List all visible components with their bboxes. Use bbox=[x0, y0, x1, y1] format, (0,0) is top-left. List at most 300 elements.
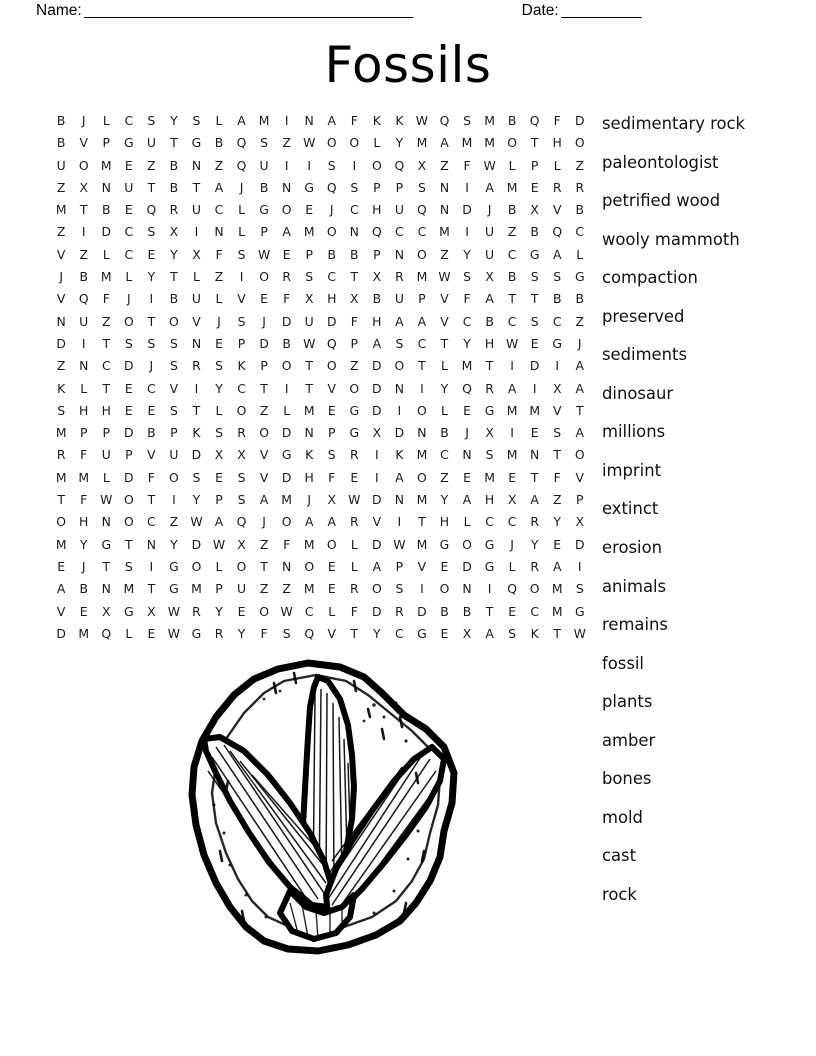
grid-letter-r12-c15: D bbox=[372, 358, 382, 374]
grid-letter-r15-c17: N bbox=[417, 425, 427, 441]
grid-letter-r2-c23: H bbox=[552, 135, 563, 151]
grid-letter-r20-c5: N bbox=[146, 536, 157, 552]
grid-letter-r11-c19: Y bbox=[463, 335, 471, 351]
grid-letter-r11-c1: D bbox=[56, 335, 67, 351]
grid-letter-r19-c7: W bbox=[190, 514, 203, 530]
grid-letter-r15-c14: G bbox=[349, 425, 360, 441]
grid-letter-r22-c2: B bbox=[79, 581, 89, 597]
grid-letter-r3-c24: Z bbox=[575, 157, 585, 173]
grid-letter-r24-c16: C bbox=[395, 625, 404, 641]
grid-letter-r15-c8: S bbox=[215, 425, 224, 441]
grid-letter-r15-c7: K bbox=[192, 425, 201, 441]
grid-letter-r16-c11: G bbox=[281, 447, 292, 463]
grid-letter-r20-c13: O bbox=[326, 536, 337, 552]
grid-letter-r9-c15: B bbox=[372, 291, 382, 307]
grid-letter-r14-c5: E bbox=[147, 402, 156, 418]
grid-letter-r4-c14: S bbox=[350, 179, 359, 195]
grid-letter-r24-c21: S bbox=[508, 625, 517, 641]
grid-letter-r13-c14: O bbox=[349, 380, 360, 396]
grid-letter-r15-c23: S bbox=[553, 425, 562, 441]
grid-letter-r13-c3: T bbox=[102, 380, 111, 396]
grid-letter-r21-c1: E bbox=[57, 558, 66, 574]
grid-letter-r14-c22: M bbox=[529, 402, 541, 418]
grid-letter-r5-c6: R bbox=[169, 202, 179, 218]
word-list-item: remains bbox=[602, 615, 668, 635]
grid-letter-r20-c1: M bbox=[55, 536, 67, 552]
grid-letter-r11-c8: E bbox=[215, 335, 224, 351]
word-search-grid bbox=[50, 110, 591, 645]
grid-letter-r19-c19: L bbox=[463, 514, 471, 530]
grid-letter-r4-c19: I bbox=[465, 179, 470, 195]
grid-letter-r20-c21: J bbox=[510, 536, 515, 552]
grid-letter-r19-c23: Y bbox=[553, 514, 562, 530]
grid-letter-r19-c14: R bbox=[349, 514, 359, 530]
grid-letter-r13-c24: A bbox=[575, 380, 585, 396]
grid-letter-r22-c11: Z bbox=[282, 581, 292, 597]
grid-letter-r11-c16: S bbox=[395, 335, 404, 351]
grid-letter-r9-c5: I bbox=[149, 291, 154, 307]
grid-letter-r17-c17: O bbox=[417, 469, 427, 485]
grid-letter-r4-c1: Z bbox=[56, 179, 66, 195]
grid-letter-r15-c15: X bbox=[372, 425, 382, 441]
grid-letter-r14-c12: M bbox=[303, 402, 315, 418]
grid-letter-r2-c20: M bbox=[484, 135, 496, 151]
grid-letter-r13-c16: N bbox=[394, 380, 405, 396]
grid-letter-r1-c6: Y bbox=[170, 113, 178, 128]
grid-letter-r8-c10: O bbox=[259, 269, 270, 285]
grid-letter-r17-c13: F bbox=[328, 469, 336, 485]
grid-letter-r19-c5: C bbox=[147, 514, 156, 530]
grid-letter-r6-c22: B bbox=[530, 224, 540, 240]
grid-letter-r17-c21: E bbox=[508, 469, 517, 485]
grid-letter-r12-c14: Z bbox=[350, 358, 359, 374]
grid-letter-r21-c14: L bbox=[350, 558, 358, 574]
word-list-item: preserved bbox=[602, 306, 685, 326]
grid-letter-r21-c2: J bbox=[81, 558, 86, 574]
grid-letter-r4-c16: P bbox=[395, 179, 404, 195]
grid-letter-r4-c18: N bbox=[439, 179, 450, 195]
grid-letter-r16-c21: M bbox=[506, 447, 518, 463]
grid-letter-r9-c11: F bbox=[283, 291, 291, 307]
grid-letter-r20-c12: M bbox=[303, 536, 315, 552]
grid-letter-r13-c1: K bbox=[57, 380, 66, 396]
grid-letter-r20-c10: Z bbox=[259, 536, 269, 552]
grid-letter-r23-c20: T bbox=[485, 603, 494, 619]
word-list-item: imprint bbox=[602, 460, 662, 480]
grid-letter-r3-c17: X bbox=[417, 157, 427, 173]
grid-letter-r12-c2: N bbox=[79, 358, 89, 374]
grid-letter-r5-c2: T bbox=[79, 202, 88, 218]
grid-letter-r21-c20: G bbox=[484, 558, 495, 574]
grid-letter-r17-c1: M bbox=[55, 469, 67, 485]
grid-letter-r15-c6: P bbox=[170, 425, 178, 441]
grid-letter-r14-c6: S bbox=[169, 402, 179, 418]
grid-letter-r6-c10: P bbox=[260, 224, 269, 240]
grid-letter-r19-c16: I bbox=[397, 514, 402, 530]
word-list-item: dinosaur bbox=[602, 383, 674, 403]
grid-letter-r23-c10: O bbox=[259, 603, 270, 619]
grid-letter-r21-c12: O bbox=[304, 558, 315, 574]
grid-letter-r2-c19: M bbox=[461, 135, 473, 151]
grid-letter-r5-c22: X bbox=[530, 202, 540, 218]
grid-letter-r13-c6: V bbox=[169, 380, 179, 396]
grid-letter-r8-c6: T bbox=[170, 269, 178, 285]
grid-letter-r6-c14: N bbox=[349, 224, 360, 240]
grid-letter-r18-c17: M bbox=[416, 492, 428, 508]
grid-letter-r18-c18: Y bbox=[440, 492, 449, 508]
grid-letter-r18-c8: P bbox=[215, 492, 223, 508]
grid-letter-r9-c10: E bbox=[260, 291, 269, 307]
grid-letter-r21-c3: T bbox=[102, 558, 111, 574]
grid-letter-r2-c16: Y bbox=[395, 135, 404, 151]
grid-letter-r16-c24: O bbox=[574, 447, 585, 463]
grid-letter-r13-c8: Y bbox=[215, 380, 223, 396]
grid-letter-r16-c3: U bbox=[101, 447, 111, 463]
grid-letter-r9-c2: Q bbox=[78, 291, 89, 307]
grid-letter-r18-c1: T bbox=[57, 492, 66, 508]
grid-letter-r7-c19: Y bbox=[463, 246, 471, 262]
word-list-item: plants bbox=[602, 692, 653, 712]
grid-letter-r21-c6: G bbox=[169, 558, 179, 574]
grid-letter-r17-c4: D bbox=[124, 469, 134, 485]
grid-letter-r1-c9: A bbox=[237, 113, 246, 128]
grid-letter-r1-c21: B bbox=[507, 113, 517, 128]
grid-letter-r16-c23: T bbox=[553, 447, 562, 463]
grid-letter-r16-c13: S bbox=[327, 447, 336, 463]
grid-letter-r1-c5: S bbox=[147, 113, 156, 128]
grid-letter-r3-c10: U bbox=[259, 157, 269, 173]
grid-letter-r20-c16: W bbox=[393, 536, 406, 552]
grid-letter-r8-c19: S bbox=[463, 269, 472, 285]
name-label: Name: bbox=[36, 2, 82, 19]
grid-letter-r1-c23: F bbox=[553, 113, 561, 128]
grid-letter-r23-c19: B bbox=[462, 603, 472, 619]
grid-letter-r3-c11: I bbox=[284, 157, 289, 173]
grid-letter-r10-c20: B bbox=[485, 313, 495, 329]
word-list-item: bones bbox=[602, 769, 652, 789]
grid-letter-r18-c10: A bbox=[259, 492, 269, 508]
grid-letter-r18-c15: D bbox=[372, 492, 382, 508]
grid-letter-r14-c14: G bbox=[349, 402, 360, 418]
grid-letter-r21-c18: E bbox=[440, 558, 449, 574]
grid-letter-r1-c11: I bbox=[284, 113, 289, 128]
grid-letter-r20-c11: F bbox=[283, 536, 291, 552]
grid-letter-r24-c19: X bbox=[462, 625, 472, 641]
grid-letter-r22-c12: M bbox=[303, 581, 315, 597]
grid-letter-r18-c4: O bbox=[123, 492, 134, 508]
grid-letter-r19-c10: J bbox=[262, 514, 267, 530]
grid-letter-r14-c24: T bbox=[575, 402, 584, 418]
grid-letter-r4-c17: S bbox=[417, 179, 427, 195]
grid-letter-r22-c5: T bbox=[147, 581, 156, 597]
grid-letter-r10-c4: O bbox=[123, 313, 134, 329]
grid-letter-r1-c22: Q bbox=[529, 113, 540, 128]
grid-letter-r16-c17: M bbox=[416, 447, 428, 463]
grid-letter-r18-c7: Y bbox=[192, 492, 201, 508]
grid-letter-r2-c1: B bbox=[56, 135, 66, 151]
grid-letter-r7-c3: L bbox=[102, 246, 110, 262]
grid-letter-r18-c22: A bbox=[530, 492, 540, 508]
grid-letter-r2-c22: T bbox=[530, 135, 539, 151]
grid-letter-r9-c8: L bbox=[215, 291, 223, 307]
grid-letter-r23-c8: Y bbox=[215, 603, 223, 619]
grid-letter-r14-c17: O bbox=[417, 402, 427, 418]
grid-letter-r11-c4: S bbox=[124, 335, 133, 351]
grid-letter-r15-c3: P bbox=[102, 425, 111, 441]
grid-letter-r7-c13: B bbox=[327, 246, 337, 262]
grid-letter-r18-c23: Z bbox=[552, 492, 562, 508]
grid-letter-r7-c17: O bbox=[417, 246, 427, 262]
grid-letter-r7-c10: W bbox=[257, 246, 271, 262]
grid-letter-r20-c9: X bbox=[237, 536, 246, 552]
grid-letter-r9-c16: U bbox=[394, 291, 405, 307]
grid-letter-r23-c9: E bbox=[237, 603, 246, 619]
grid-letter-r10-c15: H bbox=[372, 313, 382, 329]
grid-letter-r23-c11: W bbox=[280, 603, 293, 619]
grid-letter-r13-c2: L bbox=[80, 380, 88, 396]
grid-letter-r8-c14: T bbox=[350, 269, 359, 285]
grid-letter-r19-c1: O bbox=[56, 514, 67, 530]
grid-letter-r16-c9: X bbox=[237, 447, 246, 463]
grid-letter-r18-c2: F bbox=[80, 492, 88, 508]
grid-letter-r3-c16: Q bbox=[394, 157, 405, 173]
grid-letter-r9-c24: B bbox=[575, 291, 585, 307]
grid-letter-r22-c20: I bbox=[487, 581, 492, 597]
grid-letter-r17-c10: V bbox=[259, 469, 269, 485]
grid-letter-r10-c5: T bbox=[147, 313, 156, 329]
grid-letter-r1-c16: K bbox=[395, 113, 404, 128]
grid-letter-r4-c24: R bbox=[575, 179, 585, 195]
grid-letter-r14-c3: H bbox=[101, 402, 112, 418]
grid-letter-r1-c20: M bbox=[484, 113, 496, 128]
grid-letter-r11-c23: G bbox=[552, 335, 563, 351]
grid-letter-r5-c9: L bbox=[238, 202, 246, 218]
grid-letter-r9-c9: V bbox=[237, 291, 246, 307]
grid-letter-r3-c14: I bbox=[352, 157, 357, 173]
grid-letter-r12-c3: C bbox=[101, 358, 111, 374]
grid-letter-r18-c24: P bbox=[576, 492, 584, 508]
grid-letter-r5-c7: U bbox=[191, 202, 202, 218]
grid-letter-r13-c4: E bbox=[124, 380, 133, 396]
grid-letter-r20-c22: Y bbox=[530, 536, 539, 552]
grid-letter-r7-c21: C bbox=[507, 246, 517, 262]
grid-letter-r8-c24: G bbox=[574, 269, 585, 285]
grid-letter-r1-c19: S bbox=[463, 113, 472, 128]
grid-letter-r7-c2: Z bbox=[79, 246, 89, 262]
grid-letter-r24-c6: W bbox=[167, 625, 181, 641]
grid-letter-r11-c20: H bbox=[484, 335, 495, 351]
grid-letter-r19-c6: Z bbox=[169, 514, 179, 530]
grid-letter-r2-c5: U bbox=[146, 135, 157, 151]
grid-letter-r16-c2: F bbox=[80, 447, 88, 463]
grid-letter-r17-c6: O bbox=[169, 469, 179, 485]
grid-letter-r3-c1: U bbox=[56, 157, 66, 173]
grid-letter-r15-c20: X bbox=[485, 425, 495, 441]
grid-letter-r5-c11: O bbox=[281, 202, 292, 218]
grid-letter-r19-c4: O bbox=[123, 514, 134, 530]
grid-letter-r23-c17: D bbox=[417, 603, 427, 619]
grid-letter-r24-c10: F bbox=[260, 625, 268, 641]
word-list-item: mold bbox=[602, 807, 643, 827]
grid-letter-r11-c13: Q bbox=[326, 335, 337, 351]
grid-letter-r15-c9: R bbox=[237, 425, 247, 441]
grid-letter-r11-c17: C bbox=[417, 335, 427, 351]
grid-letter-r17-c16: A bbox=[395, 469, 404, 485]
grid-letter-r4-c23: R bbox=[552, 179, 562, 195]
grid-letter-r4-c20: A bbox=[485, 179, 494, 195]
grid-letter-r21-c5: I bbox=[149, 558, 154, 574]
grid-letter-r23-c5: X bbox=[147, 603, 156, 619]
grid-letter-r22-c23: M bbox=[551, 581, 563, 597]
grid-letter-r1-c18: Q bbox=[439, 113, 450, 128]
grid-letter-r3-c22: P bbox=[530, 157, 539, 173]
grid-letter-r17-c3: L bbox=[102, 469, 110, 485]
grid-letter-r7-c24: L bbox=[576, 246, 584, 262]
grid-letter-r16-c22: N bbox=[530, 447, 540, 463]
grid-letter-r19-c21: C bbox=[507, 514, 517, 530]
grid-letter-r5-c8: C bbox=[214, 202, 224, 218]
grid-letter-r14-c13: E bbox=[327, 402, 336, 418]
grid-letter-r14-c20: G bbox=[484, 402, 495, 418]
grid-letter-r20-c24: D bbox=[574, 536, 585, 552]
grid-letter-r8-c17: M bbox=[416, 269, 428, 285]
grid-letter-r23-c23: M bbox=[551, 603, 563, 619]
grid-letter-r3-c7: N bbox=[191, 157, 202, 173]
grid-letter-r5-c4: E bbox=[124, 202, 133, 218]
grid-letter-r15-c2: P bbox=[79, 425, 88, 441]
grid-letter-r11-c3: T bbox=[102, 335, 111, 351]
grid-letter-r1-c12: N bbox=[304, 113, 315, 128]
grid-letter-r15-c10: O bbox=[259, 425, 270, 441]
grid-letter-r4-c21: M bbox=[506, 179, 518, 195]
grid-letter-r5-c5: Q bbox=[146, 202, 157, 218]
grid-letter-r9-c13: H bbox=[327, 291, 337, 307]
grid-letter-r21-c21: L bbox=[508, 558, 516, 574]
grid-letter-r6-c6: X bbox=[169, 224, 179, 240]
grid-letter-r8-c11: R bbox=[282, 269, 292, 285]
grid-letter-r17-c9: S bbox=[237, 469, 246, 485]
grid-letter-r5-c17: Q bbox=[417, 202, 427, 218]
grid-letter-r16-c14: R bbox=[349, 447, 359, 463]
grid-letter-r22-c21: Q bbox=[507, 581, 518, 597]
grid-letter-r3-c4: E bbox=[124, 157, 133, 173]
grid-letter-r1-c8: L bbox=[215, 113, 223, 128]
grid-letter-r7-c20: U bbox=[485, 246, 495, 262]
worksheet-header bbox=[36, 2, 780, 24]
grid-letter-r20-c8: W bbox=[212, 536, 226, 552]
grid-letter-r19-c22: R bbox=[530, 514, 540, 530]
grid-letter-r6-c2: I bbox=[81, 224, 86, 240]
grid-letter-r24-c13: V bbox=[327, 625, 337, 641]
grid-letter-r17-c2: M bbox=[78, 469, 90, 485]
grid-letter-r3-c5: Z bbox=[147, 157, 156, 173]
grid-letter-r10-c17: A bbox=[417, 313, 427, 329]
grid-letter-r10-c16: A bbox=[395, 313, 404, 329]
grid-letter-r10-c14: F bbox=[350, 313, 359, 329]
grid-letter-r18-c21: X bbox=[507, 492, 517, 508]
grid-letter-r8-c3: M bbox=[100, 269, 112, 285]
grid-letter-r10-c3: Z bbox=[102, 313, 111, 329]
grid-letter-r1-c2: J bbox=[81, 113, 86, 128]
grid-letter-r12-c22: D bbox=[529, 358, 540, 374]
grid-letter-r1-c3: L bbox=[102, 113, 110, 128]
grid-letter-r7-c4: C bbox=[124, 246, 134, 262]
grid-letter-r18-c16: N bbox=[394, 492, 405, 508]
grid-letter-r9-c1: V bbox=[56, 291, 66, 307]
grid-letter-r18-c12: J bbox=[307, 492, 312, 508]
grid-letter-r21-c8: L bbox=[215, 558, 223, 574]
grid-letter-r21-c7: O bbox=[191, 558, 202, 574]
grid-letter-r24-c2: M bbox=[78, 625, 90, 641]
grid-letter-r6-c24: C bbox=[575, 224, 585, 240]
grid-letter-r12-c17: T bbox=[418, 358, 426, 374]
grid-letter-r1-c17: W bbox=[415, 113, 429, 128]
grid-letter-r7-c9: S bbox=[237, 246, 246, 262]
grid-letter-r20-c19: O bbox=[462, 536, 473, 552]
grid-letter-r18-c3: W bbox=[100, 492, 113, 508]
grid-letter-r5-c18: N bbox=[439, 202, 450, 218]
grid-letter-r21-c22: R bbox=[530, 558, 540, 574]
grid-letter-r10-c10: J bbox=[262, 313, 267, 329]
grid-letter-r17-c15: I bbox=[375, 469, 379, 485]
grid-letter-r5-c20: J bbox=[487, 202, 492, 218]
grid-letter-r3-c19: F bbox=[463, 157, 471, 173]
grid-letter-r3-c8: Z bbox=[214, 157, 224, 173]
grid-letter-r22-c4: M bbox=[123, 581, 135, 597]
grid-letter-r8-c23: S bbox=[553, 269, 562, 285]
grid-letter-r5-c13: J bbox=[329, 202, 334, 218]
grid-letter-r12-c12: T bbox=[305, 358, 314, 374]
grid-letter-r17-c5: F bbox=[147, 469, 156, 485]
grid-letter-r11-c12: W bbox=[303, 335, 316, 351]
grid-letter-r8-c20: X bbox=[485, 269, 495, 285]
grid-letter-r24-c18: E bbox=[440, 625, 449, 641]
grid-letter-r5-c14: C bbox=[349, 202, 359, 218]
grid-letter-r8-c2: B bbox=[79, 269, 89, 285]
grid-letter-r15-c24: A bbox=[575, 425, 585, 441]
grid-letter-r11-c7: N bbox=[191, 335, 202, 351]
grid-letter-r9-c21: T bbox=[508, 291, 517, 307]
grid-letter-r14-c23: V bbox=[552, 402, 562, 418]
word-list-item: animals bbox=[602, 576, 667, 596]
grid-letter-r12-c18: L bbox=[441, 358, 449, 374]
grid-letter-r6-c15: Q bbox=[371, 224, 382, 240]
grid-letter-r9-c17: P bbox=[418, 291, 426, 307]
grid-letter-r13-c15: D bbox=[372, 380, 382, 396]
grid-letter-r19-c9: Q bbox=[236, 514, 247, 530]
grid-letter-r10-c18: V bbox=[440, 313, 449, 329]
name-blank-line: _________________________________________ bbox=[83, 2, 413, 19]
grid-letter-r5-c21: B bbox=[507, 202, 517, 218]
grid-letter-r19-c13: A bbox=[327, 514, 337, 530]
grid-letter-r5-c15: H bbox=[372, 202, 382, 218]
grid-letter-r7-c12: P bbox=[305, 246, 314, 262]
grid-letter-r10-c9: S bbox=[237, 313, 246, 329]
grid-letter-r18-c5: T bbox=[147, 492, 156, 508]
grid-letter-r22-c7: M bbox=[191, 581, 202, 597]
grid-letter-r19-c20: C bbox=[485, 514, 495, 530]
grid-letter-r23-c3: X bbox=[102, 603, 111, 619]
grid-letter-r16-c15: I bbox=[375, 447, 379, 463]
grid-letter-r4-c10: B bbox=[259, 179, 269, 195]
grid-letter-r6-c5: S bbox=[147, 224, 156, 240]
grid-letter-r14-c1: S bbox=[57, 402, 66, 418]
grid-letter-r14-c19: E bbox=[463, 402, 472, 418]
grid-letter-r8-c21: B bbox=[507, 269, 517, 285]
grid-letter-r9-c14: X bbox=[350, 291, 359, 307]
grid-letter-r15-c13: P bbox=[327, 425, 336, 441]
grid-letter-r10-c19: C bbox=[462, 313, 472, 329]
